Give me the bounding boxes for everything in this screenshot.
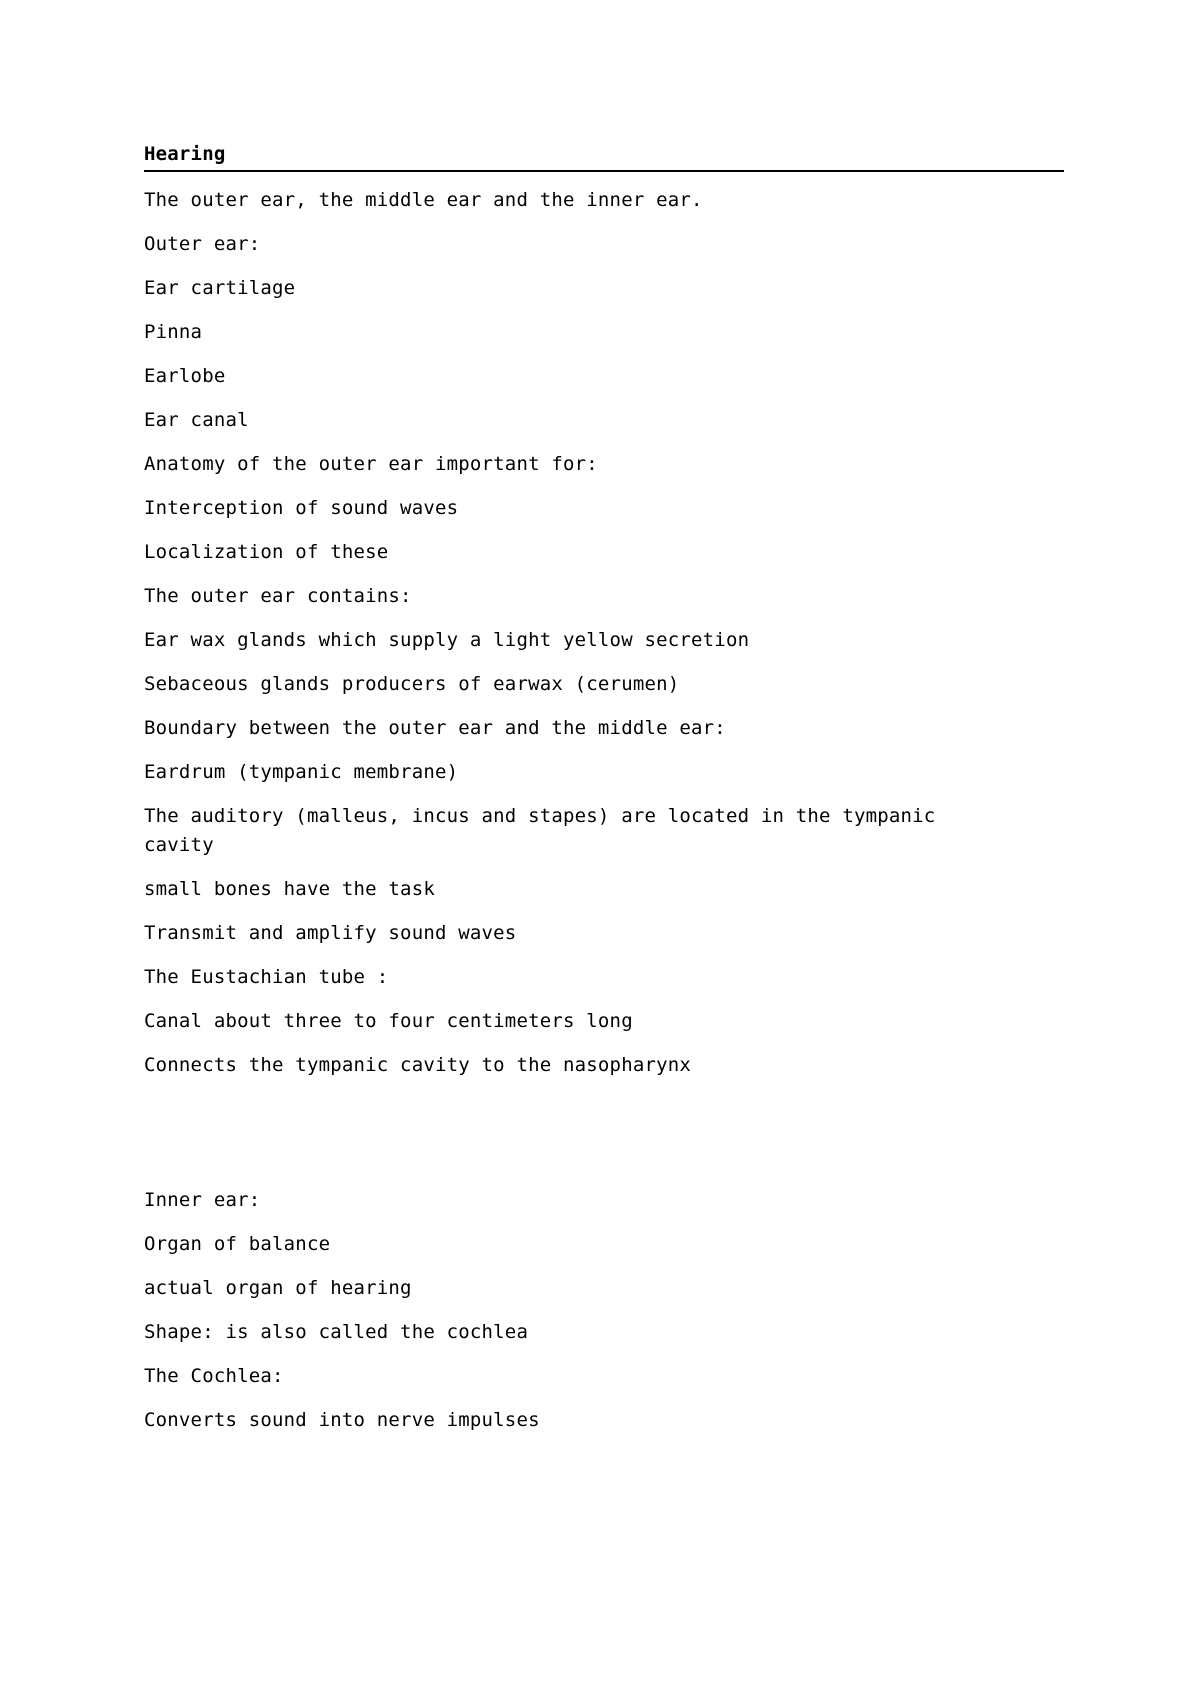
text-line: The outer ear contains: (144, 585, 412, 607)
text-line: Ear canal (144, 409, 249, 431)
text-line: Shape: is also called the cochlea (144, 1321, 529, 1343)
text-line: Inner ear: (144, 1189, 261, 1211)
document-body (144, 140, 1064, 1450)
text-line: The Cochlea: (144, 1365, 284, 1387)
text-line: Ear wax glands which supply a light yellow secretion (144, 629, 750, 651)
text-line: Transmit and amplify sound waves (144, 922, 517, 944)
text-line: Canal about three to four centimeters long (144, 1010, 633, 1032)
page-title: Hearing (144, 140, 1064, 172)
text-line: Boundary between the outer ear and the middle ear: (144, 717, 726, 739)
text-line: Anatomy of the outer ear important for: (144, 453, 598, 475)
text-line: Connects the tympanic cavity to the nasopharynx (144, 1054, 692, 1076)
text-line: Outer ear: (144, 233, 261, 255)
text-line: Pinna (144, 321, 203, 343)
text-line: Organ of balance (144, 1233, 331, 1255)
paragraph-gap (144, 1095, 1064, 1186)
text-line: Ear cartilage (144, 277, 296, 299)
text-line: The outer ear, the middle ear and the inner ear. (144, 189, 703, 211)
text-line: Sebaceous glands producers of earwax (cerumen) (144, 673, 680, 695)
text-line: Converts sound into nerve impulses (144, 1409, 540, 1431)
text-line: Eardrum (tympanic membrane) (144, 761, 459, 783)
text-line: small bones have the task (144, 878, 435, 900)
text-line: The auditory (malleus, incus and stapes) are located in the tympanic cavity (144, 805, 948, 856)
text-line: Earlobe (144, 365, 226, 387)
text-line: The Eustachian tube : (144, 966, 389, 988)
text-line: Localization of these (144, 541, 389, 563)
text-line: Interception of sound waves (144, 497, 459, 519)
text-line: actual organ of hearing (144, 1277, 412, 1299)
